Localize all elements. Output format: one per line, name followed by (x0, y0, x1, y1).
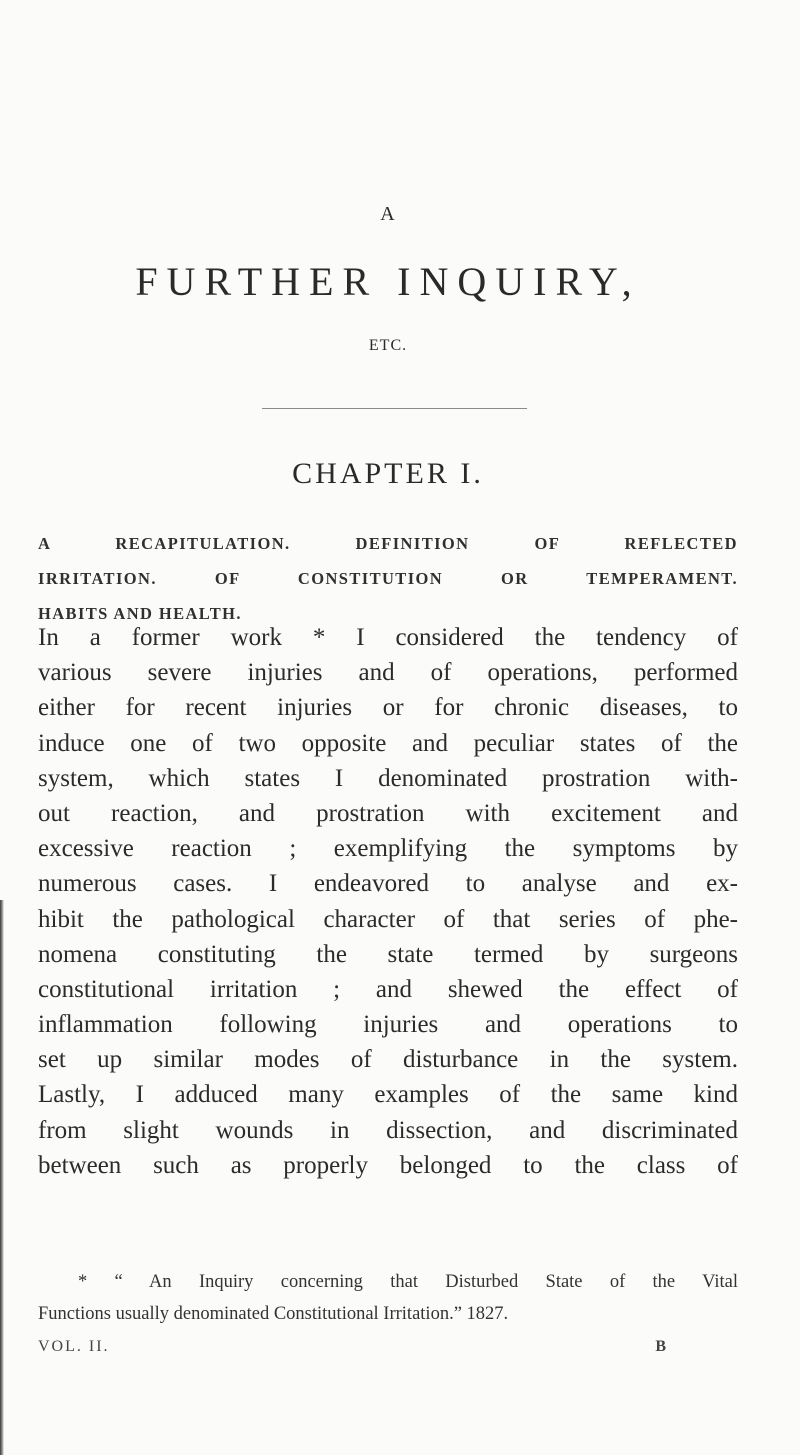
text-line: Lastly, I adduced many examples of the same kind (38, 1081, 738, 1109)
text-line: between such as properly belonged to the class of (38, 1151, 738, 1179)
text-line: constitutional irritation ; and shewed the effect of (38, 975, 738, 1003)
text-line: system, which states I denominated prostration with- (38, 764, 738, 792)
text-line: nomena constituting the state termed by surgeons (38, 940, 738, 968)
text-line: excessive reaction ; exemplifying the symptoms by (38, 835, 738, 863)
title-etc: ETC. (368, 337, 408, 354)
title-divider (262, 408, 527, 409)
text-line: set up similar modes of disturbance in the system. (38, 1046, 738, 1074)
text-line: numerous cases. I endeavored to analyse and ex- (38, 870, 738, 898)
text-line: various severe injuries and of operations, performed (38, 659, 738, 687)
chapter-heading: CHAPTER I. (292, 457, 484, 490)
text-line: induce one of two opposite and peculiar states of the (38, 729, 738, 757)
text-line: In a former work * I considered the tendency of (38, 624, 738, 651)
text-line: either for recent injuries or for chronic diseases, to (38, 694, 738, 722)
binding-edge (0, 900, 4, 1455)
synopsis-line: HABITS AND HEALTH. (38, 604, 242, 623)
book-title: FURTHER INQUIRY, (135, 259, 641, 304)
chapter-synopsis (38, 526, 738, 631)
title-article: A (380, 203, 396, 225)
signature-mark: B (655, 1338, 668, 1355)
synopsis-line: A RECAPITULATION. DEFINITION OF REFLECTED (38, 534, 738, 553)
body-paragraph (38, 620, 738, 1183)
text-line: from slight wounds in dissection, and discriminated (38, 1116, 738, 1144)
synopsis-line: IRRITATION. OF CONSTITUTION OR TEMPERAMENT. (38, 569, 738, 588)
volume-label: VOL. II. (38, 1338, 110, 1355)
footnote-line: Functions usually denominated Constitutional Irritation.” 1827. (38, 1304, 509, 1324)
text-line: out reaction, and prostration with excitement and (38, 799, 738, 827)
footnote-line: * “ An Inquiry concerning that Disturbed State of the Vital (78, 1272, 738, 1292)
text-line: inflammation following injuries and operations to (38, 1011, 738, 1039)
footnote (38, 1266, 738, 1330)
text-line: hibit the pathological character of that series of phe- (38, 905, 738, 933)
